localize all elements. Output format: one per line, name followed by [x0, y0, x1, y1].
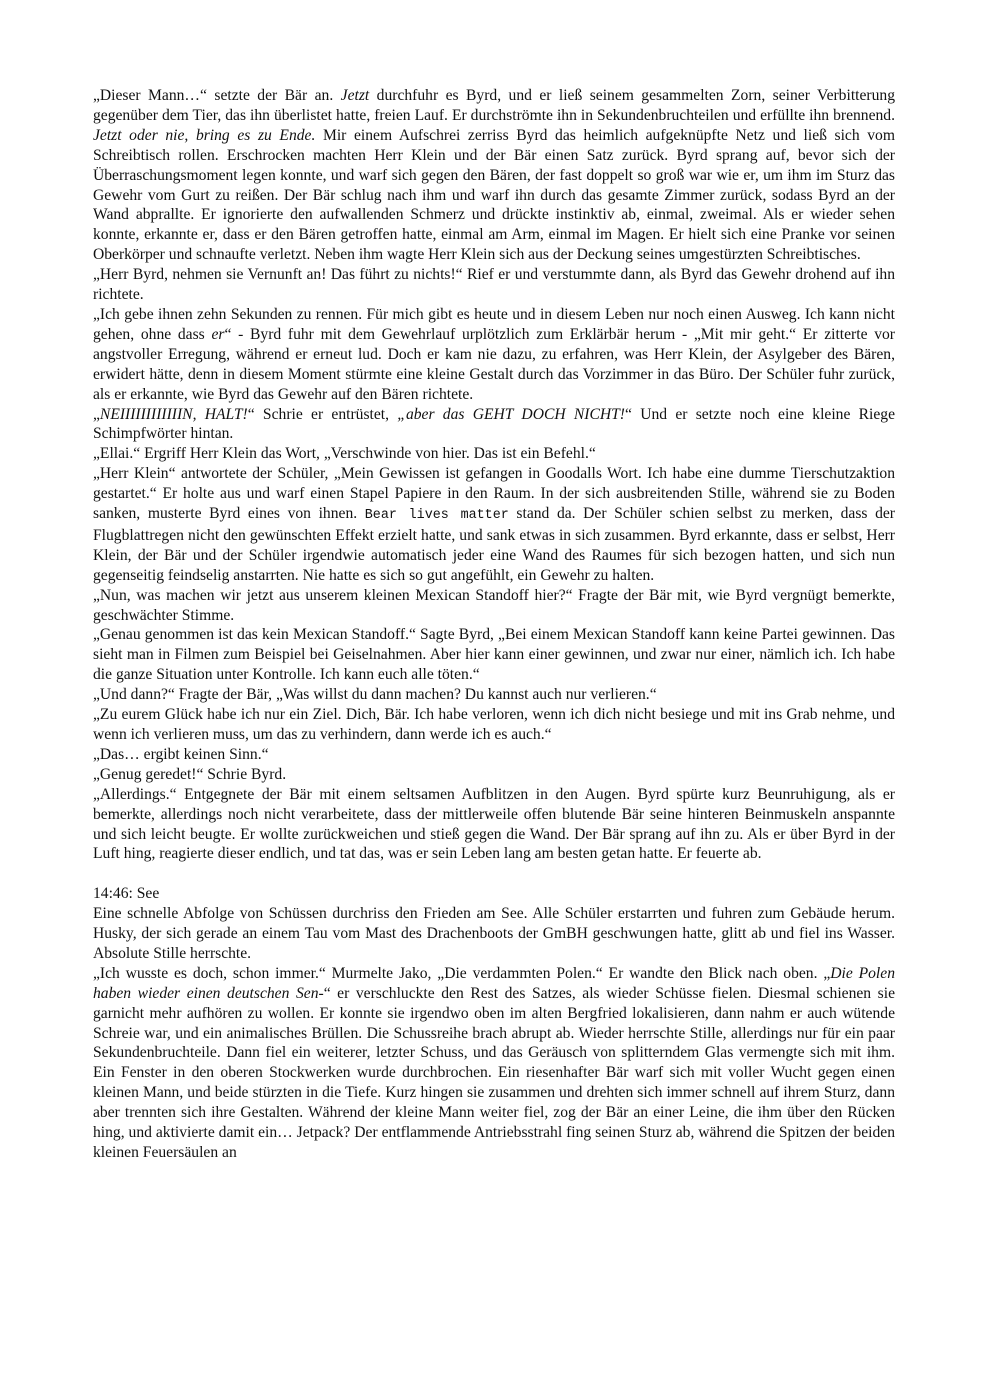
paragraph: [93, 904, 895, 964]
paragraph: [93, 884, 895, 904]
flyer-text: Bear lives matter: [364, 508, 509, 524]
text-run: „Herr Klein“ antwortete der Schüler, „Mein Gewissen ist gefangen in Goodalls Wort. Ich habe eine dumme Tierschutzaktion gestartet.“ Er holte aus und warf einen Stapel Papiere in den Raum. In der sich ausbreitenden Stille, während sie zu Boden sanken, musterte Byrd eines von ihnen.: [93, 465, 895, 523]
text-run: „Und dann?“ Fragte der Bär, „Was willst du dann machen? Du kannst auch nur verlieren.“: [93, 686, 657, 704]
text-run: “ er verschluckte den Rest des Satzes, als wieder Schüsse fielen. Diesmal schienen sie garnicht mehr aufhören zu wollen. Er konnte sie irgendwo oben im alten Bergfried lokalisieren, dann nahm er auch wütende Schreie war, und ein animalisches Brüllen. Die Schussreihe brach abrupt ab. Wieder herrschte Stille, allerdings nur für ein paar Sekundenbruchteile. Dann fiel ein weiterer, letzter Schuss, und das Geräusch von splitterndem Glas vermengte sich mit ihm. Ein Fenster in den oberen Stockwerken wurde durchbrochen. Ein riesenhafter Bär warf sich mit voller Wucht gegen einen kleinen Mann, und beide stürzten in die Tiefe. Kurz hingen sie zusammen und drehten sich immer schnell auf ihrem Sturz, dann aber trennten sich ihre Gestalten. Während der kleine Mann weiter fiel, zog der Bär an einer Leine, die ihm über den Rücken hing, und aktivierte damit ein… Jetpack? Der entflammende Antriebsstrahl fing seinen Sturz ab, während die Spitzen der beiden kleinen Feuersäulen an: [93, 984, 895, 1162]
text-run: “ Und er setzte noch eine kleine Riege Schimpfwörter hintan.: [93, 405, 896, 443]
italic-text: er: [211, 325, 225, 343]
text-run: „Zu eurem Glück habe ich nur ein Ziel. Dich, Bär. Ich habe verloren, wenn ich dich nicht besiege und mit ins Grab nehme, und wenn ich verlieren muss, um das zu verhindern, dann werde ich es auch.“: [93, 706, 895, 743]
italic-text: Jetzt oder nie, bring es zu Ende.: [93, 126, 316, 144]
text-run: stand da. Der Schüler schien selbst zu merken, dass der Flugblattregen nicht den gewünschten Effekt erzielt hatte, und sank etwas in sich zusammen. Byrd erkannte, dass er selbst, Herr Klein, der Bär und der Schüler irgendwie automatisch jeder eine Wand des Raumes für sich bezogen hatten, und sich nun gegenseitig feindselig anstarrten. Nie hatte es sich so gut angefühlt, ein Gewehr zu halten.: [93, 505, 895, 584]
document-page: [93, 86, 895, 1163]
text-run: 14:46: See: [93, 885, 160, 903]
text-run: „Genau genommen ist das kein Mexican Standoff.“ Sagte Byrd, „Bei einem Mexican Standoff kann keine Partei gewinnen. Das sieht man in Filmen zum Beispiel bei Geiselnahmen. Aber hier kann einer gewinnen, und zwar nur einer, nämlich ich. Ich habe die ganze Situation unter Kontrolle. Ich kann euch alle töten.“: [93, 626, 895, 684]
text-run: „Dieser Mann…“ setzte der Bär an.: [93, 87, 341, 104]
italic-text: Jetzt: [340, 87, 370, 104]
text-run: “ - Byrd fuhr mit dem Gewehrlauf urplötzlich zum Erklärbär herum - „Mit mir geht.“ Er zitterte vor angstvoller Erregung, während er erneut lud. Doch er kam nie dazu, zu erfahren, was Herr Klein, der Asylgeber des Bären, erwidert hätte, denn in diesem Moment stürmte eine kleine Gestalt durch das Vorzimmer in das Büro. Der Schüler fuhr zurück, als er erkannte, wie Byrd das Gewehr auf den Bären richtete.: [93, 325, 895, 403]
paragraph: [93, 586, 895, 626]
text-run: Mir einem Aufschrei zerriss Byrd das heimlich aufgeknüpfte Netz und ließ sich vom Schreibtisch rollen. Erschrocken machten Herr Klein und der Bär einen Satz zurück. Byrd sprang auf, bevor sich der Überraschungsmoment legen konnte, und warf sich gegen den Bären, der fast doppelt so groß war wie er, um ihm im Sturz das Gewehr vom Gurt zu reißen. Der Bär schlug nach ihm und warf ihn durch das gesamte Zimmer zurück, sodass Byrd an der Wand abprallte. Er ignorierte den aufwallenden Schmerz und drückte instinktiv ab, einmal, zweimal. Als er wieder sehen konnte, erkannte er, dass er den Bären getroffen hatte, einmal am Arm, einmal im Magen. Er hielt sich eine Pranke vor seinen Oberkörper und schnaufte verletzt. Neben ihm wagte Herr Klein sich aus der Deckung seines umgestürzten Schreibtisches.: [93, 126, 895, 264]
text-run: Eine schnelle Abfolge von Schüssen durchriss den Frieden am See. Alle Schüler erstarrten und fuhren zum Gebäude herum. Husky, der sich gerade an einem Tau vom Mast des Drachenboots der GmBH geschwungen hatte, glitt ab und fiel ins Wasser. Absolute Stille herrschte.: [93, 905, 895, 962]
text-run: „Ellai.“ Ergriff Herr Klein das Wort, „Verschwinde von hier. Das ist ein Befehl.“: [93, 445, 596, 463]
text-run: „Allerdings.“ Entgegnete der Bär mit einem seltsamen Aufblitzen in den Augen. Byrd spürte kurz Beunruhigung, als er bemerkte, allerdings noch nicht verarbeitete, dass der mittlerweile offen blutende Bär seine hinteren Beinmuskeln anspannte und sich leicht beugte. Er wollte zurückweichen und stieß gegen die Wand. Der Bär sprang auf ihn zu. Als er über Byrd in der Luft hing, reagierte dieser endlich, und tat das, was er sein Leben lang am besten getan hatte. Er feuerte ab.: [93, 785, 895, 863]
text-run: „Nun, was machen wir jetzt aus unserem kleinen Mexican Standoff hier?“ Fragte der Bär mit, wie Byrd vergnügt bemerkte, geschwächter Stimme.: [93, 586, 895, 624]
italic-text: „aber das GEHT DOCH NICHT!: [397, 405, 626, 423]
italic-text: NEIIIIIIIIIIIIN, HALT!: [99, 405, 248, 423]
paragraph: [93, 86, 895, 265]
paragraph: [93, 745, 895, 765]
paragraph: [93, 765, 895, 785]
text-run: durchfuhr es Byrd, und er ließ seinem gesammelten Zorn, seiner Verbitterung gegenüber dem Tier, das ihn überlistet hatte, freien Lauf. Er durchströmte ihn in Sekundenbruchteilen und erfüllte ihn brennend.: [93, 87, 895, 124]
text-run: „Ich gebe ihnen zehn Sekunden zu rennen. Für mich gibt es heute und in diesem Leben nur noch einen Ausweg. Ich kann nicht gehen, ohne dass: [93, 305, 895, 343]
italic-text: Die Polen haben wieder einen deutschen Sen-: [93, 964, 895, 1002]
paragraph: [93, 265, 895, 305]
text-run: „Herr Byrd, nehmen sie Vernunft an! Das führt zu nichts!“ Rief er und verstummte dann, als Byrd das Gewehr drohend auf ihn richtete.: [93, 266, 895, 304]
paragraph: [93, 705, 895, 745]
paragraph: [93, 305, 895, 405]
text-run: „Ich wusste es doch, schon immer.“ Murmelte Jako, „Die verdammten Polen.“ Er wandte den Blick nach oben. „: [93, 964, 831, 982]
paragraph: [93, 685, 895, 705]
text-run: „: [93, 405, 100, 423]
paragraph: [93, 625, 895, 685]
paragraph: [93, 405, 895, 445]
paragraph: [93, 964, 895, 1163]
paragraph: [93, 444, 895, 464]
paragraph: [93, 785, 895, 865]
text-run: „Das… ergibt keinen Sinn.“: [93, 745, 269, 763]
paragraph: [93, 464, 895, 585]
text-run: „Genug geredet!“ Schrie Byrd.: [93, 765, 287, 783]
text-run: “ Schrie er entrüstet,: [247, 405, 398, 423]
